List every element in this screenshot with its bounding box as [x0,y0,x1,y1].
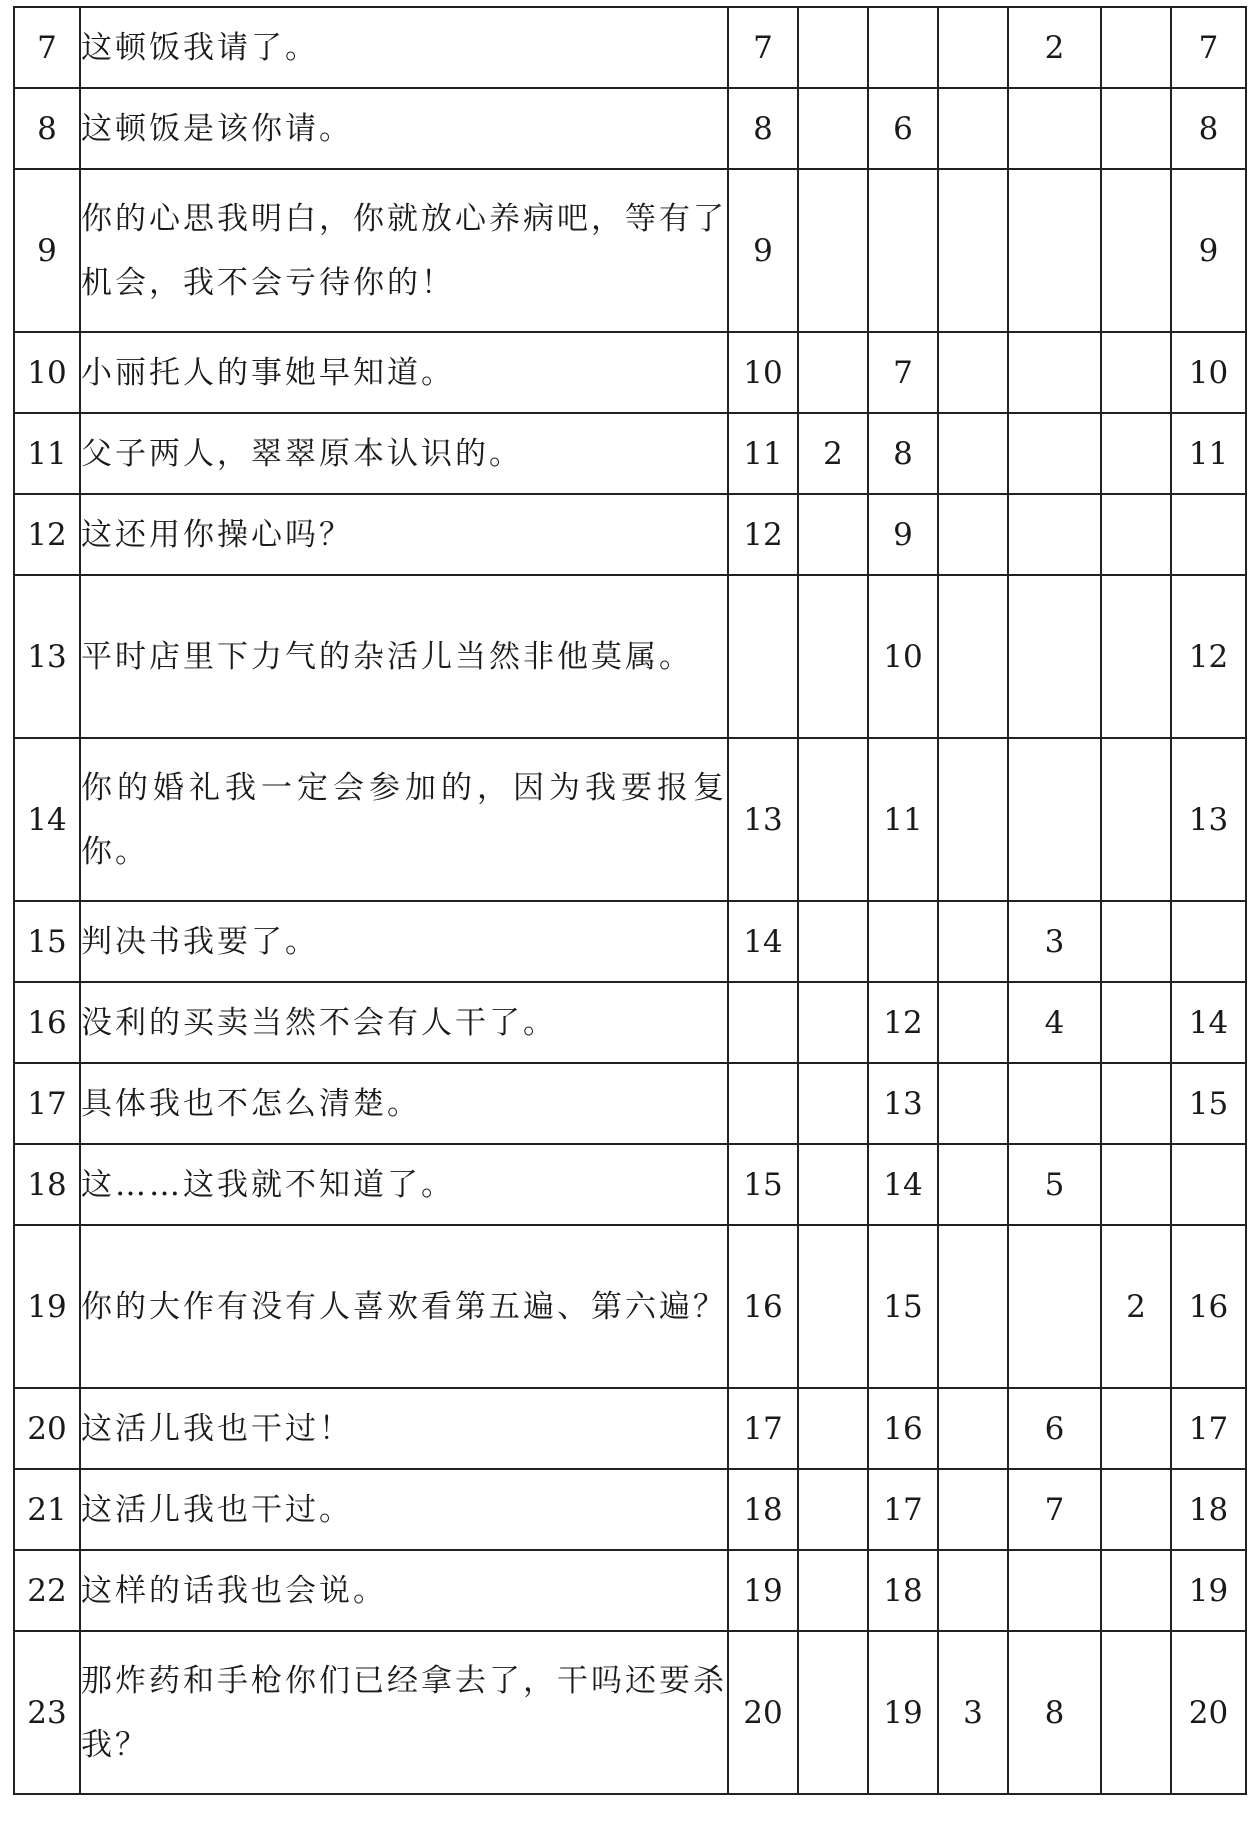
value-cell-col-6 [1101,982,1171,1063]
table-row [14,332,1246,413]
value-cell-col-4 [938,413,1008,494]
value-cell-col-3: 18 [868,1550,938,1631]
value-cell-col-5 [1008,169,1101,332]
table-row [14,1469,1246,1550]
sentence-cell: 具体我也不怎么清楚。 [80,1063,728,1144]
value-cell-col-3: 15 [868,1225,938,1388]
table-row [14,413,1246,494]
value-cell-col-3: 11 [868,738,938,901]
value-cell-col-1: 11 [728,413,798,494]
value-cell-col-2 [798,1631,868,1794]
sentence-cell: 你的婚礼我一定会参加的，因为我要报复你。 [80,738,728,901]
value-cell-col-7: 17 [1171,1388,1246,1469]
value-cell-col-5: 3 [1008,901,1101,982]
sentence-cell: 父子两人，翠翠原本认识的。 [80,413,728,494]
value-cell-col-2 [798,738,868,901]
table-row [14,1225,1246,1388]
row-number: 15 [14,901,80,982]
value-cell-col-2 [798,7,868,88]
value-cell-col-4 [938,901,1008,982]
table-row [14,88,1246,169]
value-cell-col-2: 2 [798,413,868,494]
value-cell-col-6 [1101,1063,1171,1144]
value-cell-col-7: 19 [1171,1550,1246,1631]
value-cell-col-4 [938,332,1008,413]
sentence-cell: 平时店里下力气的杂活儿当然非他莫属。 [80,575,728,738]
value-cell-col-4 [938,575,1008,738]
value-cell-col-7: 13 [1171,738,1246,901]
value-cell-col-7: 11 [1171,413,1246,494]
value-cell-col-7 [1171,1144,1246,1225]
table-row [14,7,1246,88]
value-cell-col-3: 14 [868,1144,938,1225]
value-cell-col-7: 12 [1171,575,1246,738]
row-number: 12 [14,494,80,575]
sentence-cell: 小丽托人的事她早知道。 [80,332,728,413]
value-cell-col-6 [1101,332,1171,413]
value-cell-col-1: 12 [728,494,798,575]
row-number: 16 [14,982,80,1063]
sentence-cell: 这还用你操心吗？ [80,494,728,575]
value-cell-col-5: 2 [1008,7,1101,88]
row-number: 9 [14,169,80,332]
value-cell-col-3: 8 [868,413,938,494]
value-cell-col-7: 10 [1171,332,1246,413]
sentence-cell: 你的大作有没有人喜欢看第五遍、第六遍？ [80,1225,728,1388]
value-cell-col-7: 15 [1171,1063,1246,1144]
value-cell-col-6 [1101,7,1171,88]
value-cell-col-3: 9 [868,494,938,575]
value-cell-col-1: 17 [728,1388,798,1469]
table-row [14,1388,1246,1469]
value-cell-col-1 [728,982,798,1063]
value-cell-col-4 [938,738,1008,901]
value-cell-col-1: 20 [728,1631,798,1794]
value-cell-col-7: 20 [1171,1631,1246,1794]
data-table [13,6,1247,1795]
value-cell-col-2 [798,982,868,1063]
value-cell-col-1 [728,575,798,738]
value-cell-col-2 [798,1469,868,1550]
sentence-cell: 这活儿我也干过。 [80,1469,728,1550]
value-cell-col-5 [1008,575,1101,738]
row-number: 13 [14,575,80,738]
value-cell-col-6 [1101,738,1171,901]
value-cell-col-3: 16 [868,1388,938,1469]
value-cell-col-4 [938,494,1008,575]
sentence-cell: 这活儿我也干过！ [80,1388,728,1469]
value-cell-col-1: 19 [728,1550,798,1631]
value-cell-col-3 [868,901,938,982]
row-number: 17 [14,1063,80,1144]
value-cell-col-6: 2 [1101,1225,1171,1388]
value-cell-col-1: 7 [728,7,798,88]
value-cell-col-5: 4 [1008,982,1101,1063]
value-cell-col-7: 14 [1171,982,1246,1063]
value-cell-col-5 [1008,332,1101,413]
value-cell-col-6 [1101,1144,1171,1225]
value-cell-col-2 [798,332,868,413]
row-number: 23 [14,1631,80,1794]
value-cell-col-2 [798,1388,868,1469]
value-cell-col-7: 9 [1171,169,1246,332]
row-number: 20 [14,1388,80,1469]
value-cell-col-4 [938,169,1008,332]
row-number: 18 [14,1144,80,1225]
value-cell-col-1: 15 [728,1144,798,1225]
table-row [14,1144,1246,1225]
value-cell-col-2 [798,901,868,982]
value-cell-col-3: 17 [868,1469,938,1550]
row-number: 8 [14,88,80,169]
value-cell-col-3: 7 [868,332,938,413]
table-row [14,169,1246,332]
table-row [14,1063,1246,1144]
value-cell-col-2 [798,494,868,575]
value-cell-col-1: 10 [728,332,798,413]
value-cell-col-3: 13 [868,1063,938,1144]
value-cell-col-1: 14 [728,901,798,982]
value-cell-col-2 [798,1225,868,1388]
value-cell-col-4 [938,7,1008,88]
value-cell-col-1 [728,1063,798,1144]
table-row [14,1550,1246,1631]
value-cell-col-5 [1008,738,1101,901]
value-cell-col-4 [938,1469,1008,1550]
value-cell-col-1: 16 [728,1225,798,1388]
value-cell-col-7: 7 [1171,7,1246,88]
value-cell-col-1: 18 [728,1469,798,1550]
value-cell-col-6 [1101,1469,1171,1550]
value-cell-col-4 [938,1388,1008,1469]
sentence-cell: 判决书我要了。 [80,901,728,982]
value-cell-col-4 [938,982,1008,1063]
sentence-cell: 这样的话我也会说。 [80,1550,728,1631]
value-cell-col-5 [1008,1550,1101,1631]
value-cell-col-4 [938,1144,1008,1225]
row-number: 22 [14,1550,80,1631]
value-cell-col-5 [1008,413,1101,494]
value-cell-col-6 [1101,575,1171,738]
value-cell-col-7 [1171,901,1246,982]
value-cell-col-3 [868,7,938,88]
value-cell-col-6 [1101,494,1171,575]
value-cell-col-2 [798,575,868,738]
value-cell-col-2 [798,88,868,169]
value-cell-col-5 [1008,494,1101,575]
value-cell-col-1: 9 [728,169,798,332]
value-cell-col-3: 10 [868,575,938,738]
sentence-cell: 那炸药和手枪你们已经拿去了，干吗还要杀我？ [80,1631,728,1794]
value-cell-col-3: 19 [868,1631,938,1794]
value-cell-col-6 [1101,169,1171,332]
value-cell-col-4 [938,1063,1008,1144]
value-cell-col-5: 8 [1008,1631,1101,1794]
sentence-cell: 这顿饭我请了。 [80,7,728,88]
value-cell-col-5 [1008,1063,1101,1144]
row-number: 14 [14,738,80,901]
value-cell-col-7 [1171,494,1246,575]
value-cell-col-5: 6 [1008,1388,1101,1469]
value-cell-col-6 [1101,901,1171,982]
value-cell-col-7: 8 [1171,88,1246,169]
value-cell-col-7: 16 [1171,1225,1246,1388]
table-row [14,901,1246,982]
row-number: 21 [14,1469,80,1550]
row-number: 7 [14,7,80,88]
table-row [14,1631,1246,1794]
value-cell-col-2 [798,1550,868,1631]
value-cell-col-4: 3 [938,1631,1008,1794]
value-cell-col-1: 8 [728,88,798,169]
value-cell-col-6 [1101,1631,1171,1794]
table-row [14,494,1246,575]
value-cell-col-6 [1101,1550,1171,1631]
value-cell-col-7: 18 [1171,1469,1246,1550]
value-cell-col-4 [938,1550,1008,1631]
sentence-cell: 没利的买卖当然不会有人干了。 [80,982,728,1063]
row-number: 19 [14,1225,80,1388]
row-number: 10 [14,332,80,413]
value-cell-col-6 [1101,413,1171,494]
value-cell-col-5 [1008,1225,1101,1388]
value-cell-col-5: 7 [1008,1469,1101,1550]
value-cell-col-2 [798,1063,868,1144]
table-row [14,575,1246,738]
value-cell-col-5: 5 [1008,1144,1101,1225]
value-cell-col-4 [938,1225,1008,1388]
value-cell-col-2 [798,169,868,332]
table-row [14,738,1246,901]
sentence-cell: 你的心思我明白，你就放心养病吧，等有了机会，我不会亏待你的！ [80,169,728,332]
value-cell-col-1: 13 [728,738,798,901]
value-cell-col-6 [1101,1388,1171,1469]
table-row [14,982,1246,1063]
row-number: 11 [14,413,80,494]
value-cell-col-3 [868,169,938,332]
sentence-cell: 这顿饭是该你请。 [80,88,728,169]
value-cell-col-2 [798,1144,868,1225]
value-cell-col-4 [938,88,1008,169]
sentence-cell: 这……这我就不知道了。 [80,1144,728,1225]
table-body [14,7,1246,1794]
value-cell-col-3: 6 [868,88,938,169]
value-cell-col-6 [1101,88,1171,169]
value-cell-col-5 [1008,88,1101,169]
value-cell-col-3: 12 [868,982,938,1063]
